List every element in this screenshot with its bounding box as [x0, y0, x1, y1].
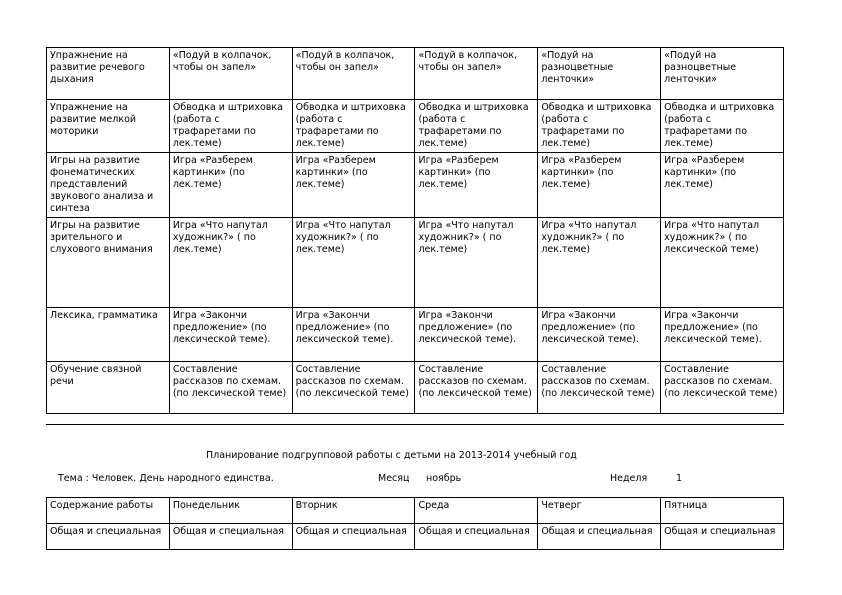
row-label-cell: Игры на развитие фонематических представлений звукового анализа и синтеза	[47, 153, 170, 218]
row-label-cell: Обучение связной речи	[47, 362, 170, 414]
header-cell: Пятница	[661, 498, 784, 524]
table-cell: Игра «Закончи предложение» (по лексической теме).	[661, 308, 784, 362]
table-cell: Составление рассказов по схемам. (по лексической теме)	[292, 362, 415, 414]
table-cell: Общая и специальная	[661, 524, 784, 550]
table-cell: Игра «Разберем картинки» (по лек.теме)	[169, 153, 292, 218]
table-cell: Обводка и штриховка (работа с трафаретами по лек.теме)	[661, 100, 784, 153]
week-value: 1	[676, 473, 683, 484]
table-cell: «Подуй в колпачок, чтобы он запел»	[292, 48, 415, 100]
header-cell: Содержание работы	[47, 498, 170, 524]
table-cell: Игра «Разберем картинки» (по лек.теме)	[292, 153, 415, 218]
row-label-cell: Игры на развитие зрительного и слухового внимания	[47, 218, 170, 308]
header-cell: Понедельник	[169, 498, 292, 524]
table-row	[47, 153, 784, 218]
table-row	[47, 308, 784, 362]
table-cell: Общая и специальная	[538, 524, 661, 550]
header-cell: Среда	[415, 498, 538, 524]
table-row	[47, 524, 784, 550]
header-cell: Вторник	[292, 498, 415, 524]
table-row	[47, 362, 784, 414]
row-label-cell: Упражнение на развитие речевого дыхания	[47, 48, 170, 100]
header-cell: Четверг	[538, 498, 661, 524]
bottom-schedule-table	[46, 497, 784, 550]
table-cell: Составление рассказов по схемам. (по лексической теме)	[415, 362, 538, 414]
divider-line	[46, 424, 784, 425]
theme-text: Тема : Человек. День народного единства.	[58, 473, 274, 484]
table-cell: Игра «Разберем картинки» (по лек.теме)	[415, 153, 538, 218]
table-cell: Обводка и штриховка (работа с трафаретами по лек.теме)	[292, 100, 415, 153]
table-cell: «Подуй на разноцветные ленточки»	[661, 48, 784, 100]
table-cell: «Подуй на разноцветные ленточки»	[538, 48, 661, 100]
table-cell: Игра «Что напутал художник?» ( по лек.теме)	[169, 218, 292, 308]
week-label: Неделя	[610, 473, 648, 484]
table-cell: Составление рассказов по схемам. (по лексической теме)	[169, 362, 292, 414]
table-row	[47, 48, 784, 100]
table-cell: Обводка и штриховка (работа с трафаретами по лек.теме)	[538, 100, 661, 153]
table-cell: Игра «Разберем картинки» (по лек.теме)	[538, 153, 661, 218]
month-value: ноябрь	[426, 473, 462, 484]
table-cell: Игра «Что напутал художник?» ( по лексической теме)	[661, 218, 784, 308]
table-cell: Общая и специальная	[292, 524, 415, 550]
table-cell: Общая и специальная	[415, 524, 538, 550]
row-label-cell: Упражнение на развитие мелкой моторики	[47, 100, 170, 153]
table-cell: Игра «Что напутал художник?» ( по лек.теме)	[292, 218, 415, 308]
table-cell: Составление рассказов по схемам. (по лексической теме)	[661, 362, 784, 414]
row-label-cell: Лексика, грамматика	[47, 308, 170, 362]
table-cell: Обводка и штриховка (работа с трафаретами по лек.теме)	[169, 100, 292, 153]
top-schedule-table	[46, 47, 784, 414]
table-row	[47, 218, 784, 308]
page-heading: Планирование подгрупповой работы с детьми на 2013-2014 учебный год	[206, 450, 577, 461]
table-cell: Составление рассказов по схемам. (по лексической теме)	[538, 362, 661, 414]
header-row	[47, 498, 784, 524]
table-cell: Игра «Закончи предложение» (по лексической теме).	[169, 308, 292, 362]
table-cell: «Подуй в колпачок, чтобы он запел»	[169, 48, 292, 100]
table-cell: «Подуй в колпачок, чтобы он запел»	[415, 48, 538, 100]
table-row	[47, 100, 784, 153]
table-cell: Общая и специальная	[169, 524, 292, 550]
table-cell: Игра «Что напутал художник?» ( по лек.теме)	[415, 218, 538, 308]
table-cell: Игра «Закончи предложение» (по лексической теме).	[415, 308, 538, 362]
table-cell: Игра «Что напутал художник?» ( по лек.теме)	[538, 218, 661, 308]
table-cell: Игра «Закончи предложение» (по лексической теме).	[292, 308, 415, 362]
table-cell: Обводка и штриховка (работа с трафаретами по лек.теме)	[415, 100, 538, 153]
table-cell: Игра «Разберем картинки» (по лек.теме)	[661, 153, 784, 218]
table-cell: Общая и специальная	[47, 524, 170, 550]
month-label: Месяц	[378, 473, 410, 484]
table-cell: Игра «Закончи предложение» (по лексической теме).	[538, 308, 661, 362]
